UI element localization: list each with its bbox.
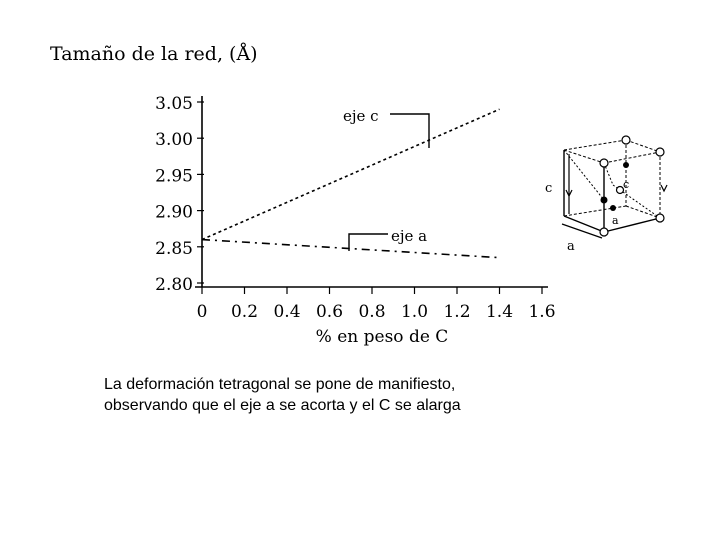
x-tick-label: 0.2 xyxy=(230,302,259,322)
atom-filled-icon xyxy=(623,162,629,168)
cell-label-a: a xyxy=(567,239,575,254)
series-line-eje-c xyxy=(202,109,500,239)
y-tick-label: 2.90 xyxy=(155,202,193,223)
eje-c-annotation xyxy=(343,107,429,148)
x-tick-label: 1.2 xyxy=(443,302,471,322)
series-group xyxy=(202,109,500,257)
x-tick-label: 0.6 xyxy=(315,302,344,322)
cell-edge xyxy=(564,216,604,232)
atom-open-icon xyxy=(600,228,608,236)
cell-edge xyxy=(626,140,660,152)
atom-filled-icon xyxy=(601,197,608,204)
cell-edge xyxy=(564,150,604,200)
atom-group xyxy=(600,136,664,236)
cell-label-c: c xyxy=(545,181,553,196)
atom-open-icon xyxy=(656,214,664,222)
x-tick-group xyxy=(197,287,556,322)
eje-a-label: eje a xyxy=(391,227,428,245)
cell-edge xyxy=(626,206,660,218)
y-tick-label: 2.95 xyxy=(155,166,193,187)
cell-label-inner-c: c xyxy=(623,178,630,191)
atom-open-icon xyxy=(656,148,664,156)
x-tick-label: 1.6 xyxy=(528,302,556,322)
y-tick-label: 3.00 xyxy=(155,130,193,151)
caption-line-1: La deformación tetragonal se pone de manifiesto, xyxy=(104,376,456,393)
atom-open-icon xyxy=(622,136,630,144)
y-tick-label: 2.85 xyxy=(155,238,193,259)
right-arrow-icon xyxy=(661,185,667,191)
series-line-eje-a xyxy=(202,240,500,258)
caption xyxy=(104,374,564,416)
y-tick-label: 2.80 xyxy=(155,275,193,295)
x-tick-label: 0.4 xyxy=(273,302,301,322)
x-tick-label: 0.8 xyxy=(358,302,386,322)
cell-edge xyxy=(564,140,626,150)
x-tick-label: 0 xyxy=(196,302,208,322)
cell-edge xyxy=(604,152,660,163)
a-dimension-line xyxy=(562,224,602,238)
eje-c-label: eje c xyxy=(343,107,379,125)
x-tick-label: 1.4 xyxy=(485,302,514,322)
cell-label-inner-a: a xyxy=(612,214,619,227)
atom-filled-icon xyxy=(610,205,616,211)
x-axis-label: % en peso de C xyxy=(315,327,449,347)
chart-title: Tamaño de la red, (Å) xyxy=(50,43,258,65)
y-tick-label: 3.05 xyxy=(155,94,193,114)
eje-a-annotation xyxy=(349,227,427,251)
y-tick-group xyxy=(155,94,204,295)
cell-edge xyxy=(564,150,604,163)
x-tick-label: 1.0 xyxy=(400,302,429,322)
caption-line-2: observando que el eje a se acorta y el C se alarga xyxy=(104,397,461,414)
atom-open-icon xyxy=(600,159,608,167)
